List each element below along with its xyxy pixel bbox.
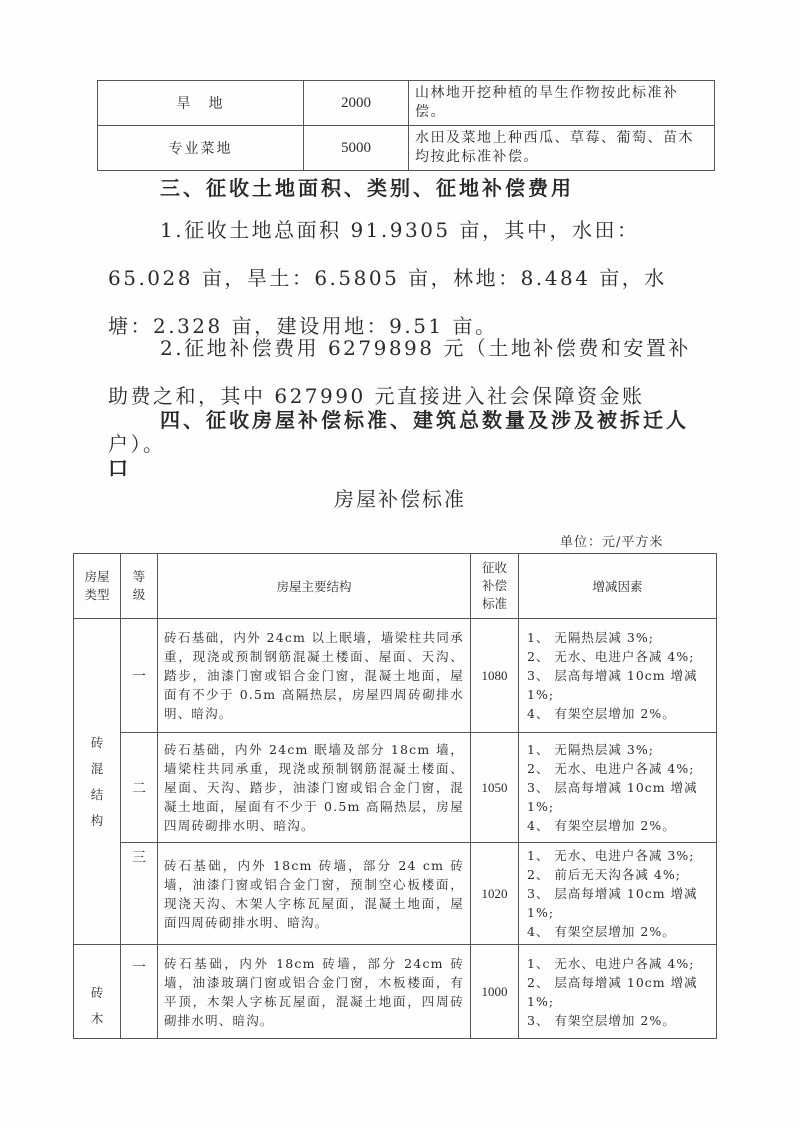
factor-item: 3、 层高每增减 10cm 增减 1%; [527, 668, 698, 702]
header-standard [471, 554, 519, 619]
house-compensation-table [73, 553, 717, 1039]
grade-cell: 三 [121, 843, 158, 945]
header-text: 补偿 [481, 578, 507, 593]
structure-cell: 砖石基础，内外 18cm 砖墙，部分 24 cm 砖墙，油漆门窗或铝合金门窗，预制空心板楼面，现浇天沟、木架人字栋瓦屋面，混凝土地面，屋面四周砖砌排水明、暗沟。 [158, 843, 471, 945]
factor-item: 4、 有架空层增加 2%。 [527, 706, 676, 721]
header-factors: 增减因素 [519, 554, 717, 619]
factor-item: 4、 有架空层增加 2%。 [527, 818, 676, 833]
land-type-cell: 旱 地 [98, 81, 304, 126]
table-row [74, 843, 717, 945]
table-row [98, 126, 715, 171]
factor-item: 2、 前后无天沟各减 4%; [527, 867, 681, 882]
factors-cell [519, 945, 717, 1039]
header-text: 房屋 [84, 569, 110, 584]
factor-item: 3、 层高每增减 10cm 增减 1%; [527, 780, 698, 814]
grade-cell: 一 [121, 619, 158, 733]
note-cell: 水田及菜地上种西瓜、草莓、葡萄、苗木均按此标准补偿。 [409, 126, 715, 171]
factor-item: 1、 无水、电进户各减 3%; [527, 848, 695, 863]
note-cell: 山林地开挖种植的旱生作物按此标准补偿。 [409, 81, 715, 126]
house-type-cell [74, 945, 121, 1039]
table-row [74, 619, 717, 733]
header-row [74, 554, 717, 619]
type-char: 砖 [90, 985, 104, 1000]
factors-cell [519, 619, 717, 733]
land-compensation-table [97, 80, 715, 171]
factor-item: 2、 无水、电进户各减 4%; [527, 761, 695, 776]
factor-item: 2、 层高每增减 10cm 增减 1%; [527, 974, 698, 1009]
factor-item: 2、 无水、电进户各减 4%; [527, 649, 695, 664]
type-char: 砖 [90, 734, 104, 750]
factor-item: 3、 有架空层增加 2%。 [527, 1012, 676, 1028]
header-text: 等 [132, 569, 146, 584]
header-house-type [74, 554, 121, 619]
table-row [74, 945, 717, 1039]
section-3-heading: 三、征收土地面积、类别、征地补偿费用 [160, 176, 574, 200]
table-title: 房屋补偿标准 [334, 487, 466, 511]
land-type-cell: 专业菜地 [98, 126, 304, 171]
amount-cell: 2000 [304, 81, 409, 126]
standard-cell: 1020 [471, 843, 519, 945]
factors-cell [519, 843, 717, 945]
type-char: 结 [90, 786, 104, 802]
factor-item: 4、 有架空层增加 2%。 [527, 924, 676, 939]
type-char: 木 [90, 1011, 104, 1026]
type-char: 构 [90, 812, 104, 828]
header-text: 征收 [481, 560, 507, 575]
structure-cell: 砖石基础，内外 24cm 以上眠墙，墙梁柱共同承重，现浇或预制钢筋混凝土楼面、屋面、天沟、踏步，油漆门窗或铝合金门窗，混凝土地面，屋面有不少于 0.5m 高隔热层，房屋四周砖砌排水明、暗沟。 [158, 619, 471, 733]
section-3-paragraph-1: 1.征收土地总面积 91.9305 亩，其中，水田：65.028 亩，旱土：6.5805 亩，林地：8.484 亩，水塘：2.328 亩，建设用地：9.51 亩。 [108, 218, 667, 338]
factor-item: 1、 无隔热层减 3%; [527, 742, 654, 757]
header-text: 类型 [84, 587, 110, 602]
grade-cell: 二 [121, 733, 158, 843]
structure-cell: 砖石基础，内外 18cm 砖墙，部分 24cm 砖墙，油漆玻璃门窗或铝合金门窗，木板楼面，有平顶，木架人字栋瓦屋面，混凝土地面，四周砖砌排水明、暗沟。 [158, 945, 471, 1039]
section-4-heading: 四、征收房屋补偿标准、建筑总数量及涉及被拆迁人口 [108, 408, 689, 480]
table-row [74, 733, 717, 843]
standard-cell: 1050 [471, 733, 519, 843]
header-text: 级 [132, 587, 146, 602]
standard-cell: 1080 [471, 619, 519, 733]
header-text: 标准 [481, 596, 507, 611]
factors-cell [519, 733, 717, 843]
grade-cell: 一 [121, 945, 158, 1039]
standard-cell: 1000 [471, 945, 519, 1039]
structure-cell: 砖石基础，内外 24cm 眠墙及部分 18cm 墙，墙梁柱共同承重，现浇或预制钢筋混凝土楼面、屋面、天沟、踏步，油漆门窗或铝合金门窗，混凝土地面，屋面有不少于 0.5m 高隔热层，房屋四周砖砌排水明、暗沟。 [158, 733, 471, 843]
section-3-paragraph-2: 2.征地补偿费用 6279898 元（土地补偿费和安置补助费之和，其中 627990 元直接进入社会保障资金账户）。 [108, 336, 691, 456]
factor-item: 3、 层高每增减 10cm 增减 1%; [527, 886, 698, 920]
unit-label: 单位：元/平方米 [560, 535, 664, 550]
header-grade [121, 554, 158, 619]
type-char: 混 [90, 760, 104, 776]
house-type-cell [74, 619, 121, 945]
amount-cell: 5000 [304, 126, 409, 171]
factor-item: 1、 无隔热层减 3%; [527, 630, 654, 645]
header-structure: 房屋主要结构 [158, 554, 471, 619]
table-row [98, 81, 715, 126]
factor-item: 1、 无水、电进户各减 4%; [527, 955, 695, 971]
